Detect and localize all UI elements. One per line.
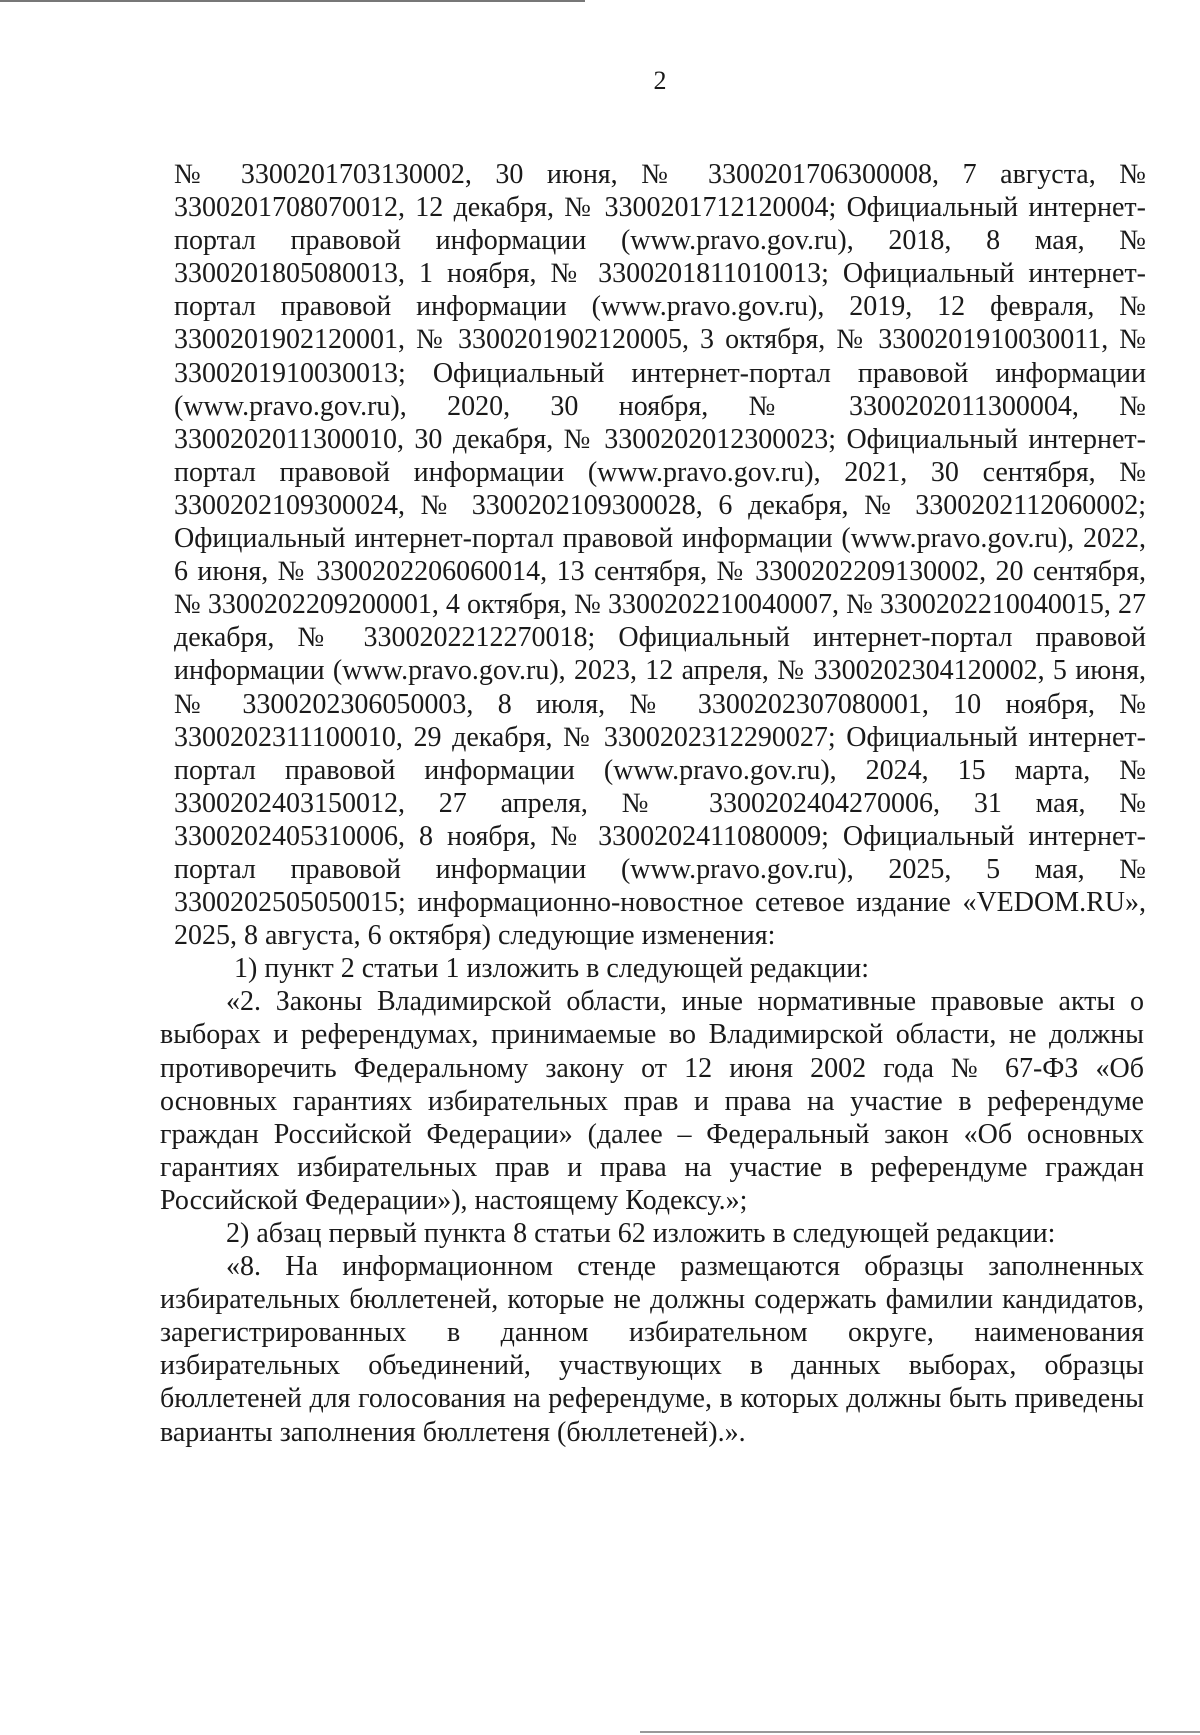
page-number: 2 (653, 66, 667, 95)
bottom-edge-line (640, 1731, 1200, 1733)
paragraph-item-1: 1) пункт 2 статьи 1 изложить в следующей редакции: (234, 953, 870, 985)
top-edge-line (0, 0, 585, 2)
document-body (160, 158, 1146, 1449)
paragraph-amendment-sources: № 3300201703130002, 30 июня, № 3300201706300008, 7 августа, № 3300201708070012, 12 декабря, № 3300201712120004; Официальный интернет-портал правовой информации (www.pravo.gov.ru), 2018, 8 мая, № 3300201805080013, 1 ноября, № 3300201811010013; Официальный интернет-портал правовой информации (www.pravo.gov.ru), 2019, 12 февраля, № 3300201902120001, № 3300201902120005, 3 октября, № 3300201910030011, № 3300201910030013; Официальный интернет-портал правовой информации (www.pravo.gov.ru), 2020, 30 ноября, № 3300202011300004, № 3300202011300010, 30 декабря, № 3300202012300023; Официальный интернет-портал правовой информации (www.pravo.gov.ru), 2021, 30 сентября, № 3300202109300024, № 3300202109300028, 6 декабря, № 3300202112060002; Официальный интернет-портал правовой информации (www.pravo.gov.ru), 2022, 6 июня, № 3300202206060014, 13 сентября, № 3300202209130002, 20 сентября, № 3300202209200001, 4 октября, № 3300202210040007, № 3300202210040015, 27 декабря, № 3300202212270018; Официальный интернет-портал правовой информации (www.pravo.gov.ru), 2023, 12 апреля, № 3300202304120002, 5 июня, № 3300202306050003, 8 июля, № 3300202307080001, 10 ноября, № 3300202311100010, 29 декабря, № 3300202312290027; Официальный интернет-портал правовой информации (www.pravo.gov.ru), 2024, 15 марта, № 3300202403150012, 27 апреля, № 3300202404270006, 31 мая, № 3300202405310006, 8 ноября, № 3300202411080009; Официальный интернет-портал правовой информации (www.pravo.gov.ru), 2025, 5 мая, № 3300202505050015; информационно-новостное сетевое издание «VEDOM.RU», 2025, 8 августа, 6 октября) следующие изменения: (174, 159, 1146, 952)
paragraph-item-2-text: «8. На информационном стенде размещаются образцы заполненных избирательных бюллетеней, которые не должны содержать фамилии кандидатов, зарегистрированных в данном избирательном округе, наименования избирательных объединений, участвующих в данных выборах, образцы бюллетеней для голосования на референдуме, в которых должны быть приведены варианты заполнения бюллетеня (бюллетеней).». (160, 1251, 1144, 1448)
paragraph-item-2: 2) абзац первый пункта 8 статьи 62 изложить в следующей редакции: (226, 1218, 1056, 1249)
paragraph-item-1-text: «2. Законы Владимирской области, иные нормативные правовые акты о выборах и референдумах, принимаемые во Владимирской области, не должны противоречить Федеральному закону от 12 июня 2002 года № 67-ФЗ «Об основных гарантиях избирательных прав и права на участие в референдуме граждан Российской Федерации» (далее – Федеральный закон «Об основных гарантиях избирательных прав и права на участие в референдуме граждан Российской Федерации»), настоящему Кодексу.»; (160, 986, 1144, 1216)
